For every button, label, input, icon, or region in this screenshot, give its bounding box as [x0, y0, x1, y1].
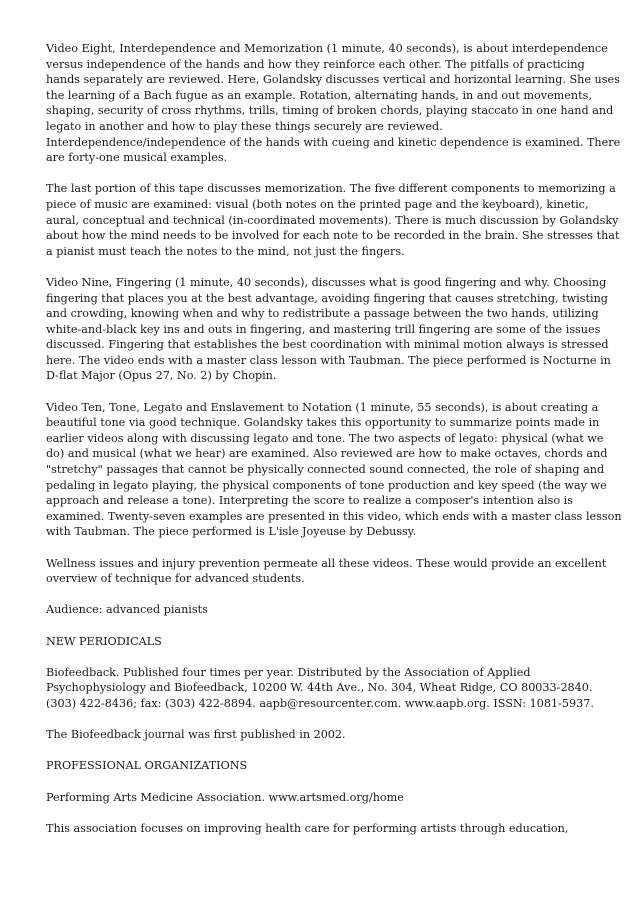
text-line: beautiful tone via good technique. Golandsky takes this opportunity to summarize points made in [46, 416, 600, 430]
text-line: "stretchy" passages that cannot be physically connected sound connected, the role of shaping and [46, 463, 605, 477]
text-line: overview of technique for advanced students. [46, 572, 305, 586]
paragraph-video-nine [46, 275, 611, 384]
paragraph-pama-focus [46, 821, 596, 837]
heading-text: PROFESSIONAL ORGANIZATIONS [46, 759, 248, 773]
text-line: D-flat Major (Opus 27, No. 2) by Chopin. [46, 369, 277, 383]
heading-text: NEW PERIODICALS [46, 634, 162, 648]
text-line: Wellness issues and injury prevention permeate all these videos. These would provide an excellent [46, 556, 607, 570]
paragraph-wellness [46, 556, 607, 587]
text-line: with Taubman. The piece performed is L'isle Joyeuse by Debussy. [46, 525, 417, 539]
text-line: versus independence of the hands and how they reinforce each other. The pitfalls of practicing [46, 57, 585, 71]
paragraph-video-ten [46, 400, 622, 540]
text-line: a pianist must teach the notes to the mind, not just the fingers. [46, 244, 405, 258]
text-line: Biofeedback. Published four times per year. Distributed by the Association of Applied [46, 665, 531, 679]
paragraph-pama [46, 790, 596, 806]
text-line: The last portion of this tape discusses memorization. The five different components to memorizing a [46, 182, 616, 196]
text-line: approach and release a tone). Interpreting the score to realize a composer's intention also is [46, 494, 573, 508]
paragraph-audience [46, 602, 596, 618]
text-line: fingering that places you at the best advantage, avoiding fingering that causes stretching, twisting [46, 291, 608, 305]
text-line: the learning of a Bach fugue as an example. Rotation, alternating hands, in and out movements, [46, 88, 592, 102]
text-line: legato in another and how to play these things securely are reviewed. [46, 119, 443, 133]
text-line: are forty-one musical examples. [46, 151, 228, 165]
text-line: piece of music are examined: visual (both notes on the printed page and the keyboard), kinetic, [46, 197, 589, 211]
paragraph-video-eight [46, 41, 621, 166]
text-line: about how the mind needs to be involved for each note to be recorded in the brain. She stresses that [46, 229, 620, 243]
document-page [46, 41, 622, 852]
text-line: hands separately are reviewed. Here, Golandsky discusses vertical and horizontal learning. She uses [46, 73, 620, 87]
text-line: (303) 422-8436; fax: (303) 422-8894. aapb@resourcenter.com. www.aapb.org. ISSN: 1081-5937. [46, 696, 594, 710]
text-line: earlier videos along with discussing legato and tone. The two aspects of legato: physical (what we [46, 431, 604, 445]
text-line: Audience: advanced pianists [46, 603, 208, 617]
paragraph-biofeedback [46, 665, 596, 712]
text-line: white-and-black key ins and outs in fingering, and mastering trill fingering are some of the issues [46, 322, 601, 336]
text-line: Video Ten, Tone, Legato and Enslavement to Notation (1 minute, 55 seconds), is about creating a [46, 400, 599, 414]
text-line: Performing Arts Medicine Association. www.artsmed.org/home [46, 790, 404, 804]
section-heading-new-periodicals [46, 634, 596, 650]
paragraph-memorization [46, 181, 620, 259]
text-line: examined. Twenty-seven examples are presented in this video, which ends with a master class lesson [46, 509, 622, 523]
text-line: Interdependence/independence of the hands with cueing and kinetic dependence is examined. There [46, 135, 621, 149]
text-line: shaping, security of cross rhythms, trills, timing of broken chords, playing staccato in one hand and [46, 104, 614, 118]
section-heading-professional-organizations [46, 758, 596, 774]
paragraph-biofeedback-first [46, 727, 596, 743]
text-line: Video Nine, Fingering (1 minute, 40 seconds), discusses what is good fingering and why. Choosing [46, 275, 607, 289]
text-line: discussed. Fingering that establishes the best coordination with minimal motion always is stressed [46, 338, 609, 352]
text-line: here. The video ends with a master class lesson with Taubman. The piece performed is Nocturne in [46, 353, 611, 367]
text-line: and crowding, knowing when and why to redistribute a passage between the two hands, utilizing [46, 307, 599, 321]
text-line: pedaling in legato playing, the physical components of tone production and key speed (the way we [46, 478, 607, 492]
text-line: Video Eight, Interdependence and Memorization (1 minute, 40 seconds), is about interdependence [46, 42, 608, 55]
text-line: do) and musical (what we hear) are examined. Also reviewed are how to make octaves, chords and [46, 447, 608, 461]
text-line: The Biofeedback journal was first published in 2002. [46, 728, 346, 742]
text-line: Psychophysiology and Biofeedback, 10200 W. 44th Ave., No. 304, Wheat Ridge, CO 80033-2840. [46, 681, 593, 695]
text-line: aural, conceptual and technical (in-coordinated movements). There is much discussion by Golandsky [46, 213, 619, 227]
text-line: This association focuses on improving health care for performing artists through education, [46, 821, 569, 835]
